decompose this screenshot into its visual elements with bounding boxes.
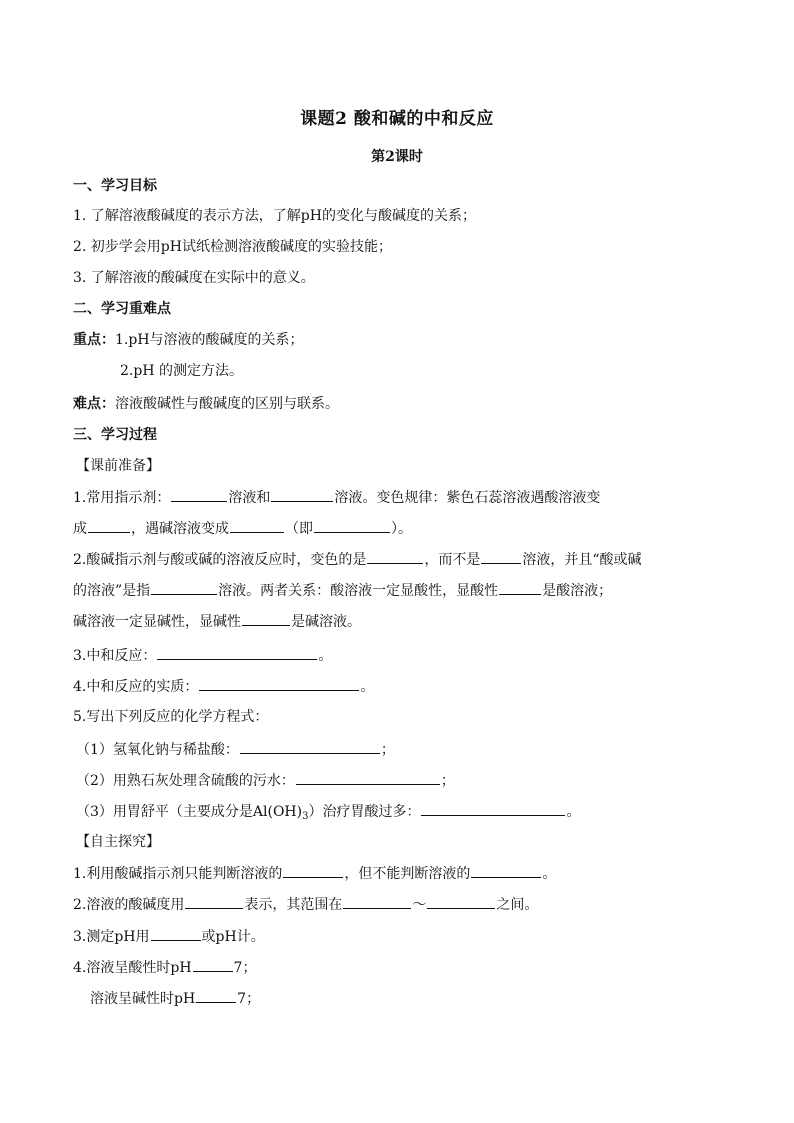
blank[interactable]	[421, 801, 565, 816]
prep-heading: 【课前准备】	[76, 458, 160, 474]
blank[interactable]	[88, 518, 130, 533]
blank[interactable]	[283, 863, 343, 878]
blank[interactable]	[242, 611, 290, 626]
section-heading-key-points: 二、学习重难点	[73, 301, 171, 317]
section-heading-process: 三、学习过程	[73, 427, 157, 443]
blank[interactable]	[427, 894, 495, 909]
blank[interactable]	[314, 518, 390, 533]
explore-4b: 溶液呈碱性时pH 7；	[90, 988, 260, 1009]
explore-4a: 4.溶液呈酸性时pH 7；	[73, 957, 256, 978]
difficulty: 难点：溶液酸碱性与酸碱度的区别与联系。	[73, 396, 339, 412]
question-5: 5.写出下列反应的化学方程式：	[73, 709, 269, 725]
blank[interactable]	[185, 894, 243, 909]
question-2-line-1: 2.酸碱指示剂与酸或碱的溶液反应时，变色的是 ，而不是 溶液，并且“酸或碱	[73, 549, 642, 570]
key-point-1: 重点：1.pH与溶液的酸碱度的关系；	[73, 332, 304, 348]
question-5-3: （3）用胃舒平（主要成分是$Al(OH)_3$）治疗胃酸过多： 。	[76, 801, 580, 827]
blank[interactable]	[151, 926, 201, 941]
blank[interactable]	[157, 645, 317, 660]
question-2-line-2: 的溶液”是指 溶液。两者关系：酸溶液一定显酸性，显酸性 是酸溶液；	[73, 580, 612, 601]
question-4: 4.中和反应的实质： 。	[73, 676, 374, 697]
page-subtitle: 第2课时	[371, 149, 423, 165]
question-1-line-2: 成 ，遇碱溶液变成 （即 ）。	[73, 518, 412, 539]
blank[interactable]	[230, 518, 284, 533]
blank[interactable]	[171, 487, 227, 502]
question-1-line-1: 1.常用指示剂： 溶液和 溶液。变色规律：紫色石蕊溶液遇酸溶液变	[73, 487, 600, 508]
blank[interactable]	[271, 487, 333, 502]
question-2-line-3: 碱溶液一定显碱性，显碱性 是碱溶液。	[73, 611, 361, 632]
goal-3: 3. 了解溶液的酸碱度在实际中的意义。	[73, 270, 315, 286]
explore-1: 1.利用酸碱指示剂只能判断溶液的 ，但不能判断溶液的 。	[73, 863, 556, 884]
question-5-1: （1）氢氧化钠与稀盐酸： ；	[76, 739, 395, 760]
blank[interactable]	[151, 580, 217, 595]
difficulty-label: 难点：	[73, 396, 115, 412]
page-title: 课题2 酸和碱的中和反应	[300, 109, 494, 129]
blank[interactable]	[240, 739, 380, 754]
explore-3: 3.测定pH用 或pH计。	[73, 926, 265, 947]
blank[interactable]	[367, 549, 423, 564]
question-5-2: （2）用熟石灰处理含硫酸的污水： ；	[76, 770, 455, 791]
question-3: 3.中和反应： 。	[73, 645, 332, 666]
section-heading-goals: 一、学习目标	[73, 178, 157, 194]
blank[interactable]	[471, 863, 541, 878]
blank[interactable]	[196, 988, 236, 1003]
key-label: 重点：	[73, 332, 115, 348]
blank[interactable]	[499, 580, 541, 595]
explore-heading: 【自主探究】	[76, 834, 160, 850]
blank[interactable]	[481, 549, 521, 564]
key-point-2: 2.pH 的测定方法。	[120, 363, 243, 379]
explore-2: 2.溶液的酸碱度用 表示，其范围在 ～ 之间。	[73, 894, 538, 915]
blank[interactable]	[296, 770, 440, 785]
blank[interactable]	[193, 957, 233, 972]
goal-2: 2. 初步学会用pH试纸检测溶液酸碱度的实验技能；	[73, 239, 392, 255]
blank[interactable]	[199, 676, 359, 691]
goal-1: 1. 了解溶液酸碱度的表示方法，了解pH的变化与酸碱度的关系；	[73, 208, 476, 224]
blank[interactable]	[343, 894, 411, 909]
